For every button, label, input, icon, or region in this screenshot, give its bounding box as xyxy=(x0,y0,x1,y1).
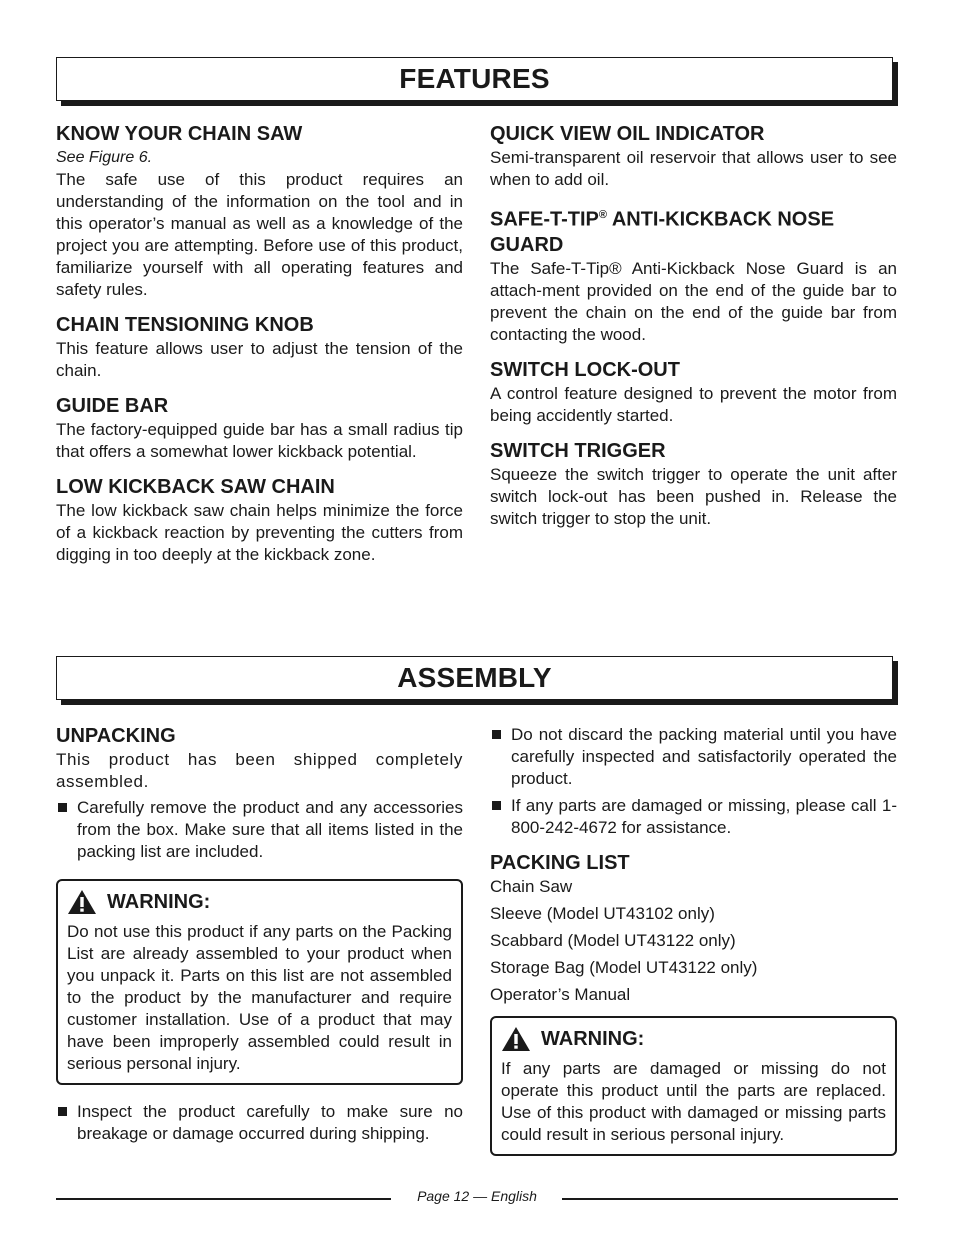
packing-list-item: Sleeve (Model UT43102 only) xyxy=(490,904,715,923)
warning-text: If any parts are damaged or missing do not operate this product until the parts are replaced. Use of this product with damaged or missing parts could result in serious personal injury. xyxy=(501,1059,886,1144)
heading-part: SAFE-T-TIP xyxy=(490,208,599,231)
bullet-text: If any parts are damaged or missing, please call 1-800-242-4672 for assistance. xyxy=(511,796,897,837)
section-know-your-chain-saw xyxy=(56,122,463,301)
page-footer xyxy=(56,1188,898,1206)
assembly-left-column xyxy=(56,724,463,1150)
unpacking-bullets xyxy=(56,797,463,863)
warning-header xyxy=(67,889,452,915)
list-item xyxy=(490,795,897,839)
assembly-title: ASSEMBLY xyxy=(397,662,552,693)
assembly-banner xyxy=(56,656,893,700)
section-body: Semi-transparent oil reservoir that allows user to see when to add oil. xyxy=(490,148,897,189)
section-heading: LOW KICKBACK SAW CHAIN xyxy=(56,476,335,498)
section-heading: CHAIN TENSIONING KNOB xyxy=(56,314,314,336)
packing-material-bullets xyxy=(490,724,897,839)
heading-part: ANTI-KICKBACK NOSE GUARD xyxy=(490,208,835,256)
warning-box-packing xyxy=(490,1016,897,1156)
section-body: The safe use of this product requires an understanding of the information on the tool and in this operator’s manual as well as a knowledge of the project you are attempting. Before use of this product, familiarize yourself with all operating features and safety rules. xyxy=(56,170,463,299)
list-item xyxy=(56,1101,463,1145)
warning-label: WARNING: xyxy=(107,890,211,913)
warning-text: Do not use this product if any parts on the Packing List are already assembled to your product when you unpack it. Parts on this list are not assembled to the product by the manufacturer and require customer installation. Use of a product that may have been improperly assembled could result in serious personal injury. xyxy=(67,922,452,1073)
warning-label: WARNING: xyxy=(541,1027,645,1050)
figure-reference: See Figure 6. xyxy=(56,149,153,166)
list-item xyxy=(490,724,897,790)
bullet-square-icon xyxy=(492,730,501,739)
section-body: The Safe-T-Tip® Anti-Kickback Nose Guard is an attach-ment provided on the end of the guide bar to prevent the chain on the end of the guide bar from contacting the wood. xyxy=(490,258,897,344)
section-switch-trigger xyxy=(490,439,897,530)
section-heading: KNOW YOUR CHAIN SAW xyxy=(56,123,303,145)
bullet-square-icon xyxy=(58,803,67,812)
packing-list-item: Storage Bag (Model UT43122 only) xyxy=(490,958,758,977)
registered-mark: ® xyxy=(598,209,607,221)
features-banner xyxy=(56,57,893,101)
packing-list-item: Operator’s Manual xyxy=(490,985,631,1004)
section-safe-t-tip xyxy=(490,203,897,346)
warning-box-unpacking xyxy=(56,879,463,1085)
packing-list xyxy=(490,876,897,1006)
section-heading: SWITCH TRIGGER xyxy=(490,439,666,462)
section-low-kickback-saw-chain xyxy=(56,475,463,566)
unpacking-intro: This product has been shipped completely assembled. xyxy=(56,750,463,791)
section-quick-view-oil-indicator xyxy=(490,122,897,191)
section-heading-packing-list: PACKING LIST xyxy=(490,852,630,874)
bullet-text: Do not discard the packing material until you have carefully inspected and satisfactorily operated the product. xyxy=(511,725,897,788)
section-switch-lock-out xyxy=(490,358,897,427)
section-chain-tensioning-knob xyxy=(56,313,463,382)
section-body: Squeeze the switch trigger to operate the unit after switch lock-out has been pushed in. Release the switch trigger to stop the unit. xyxy=(490,464,897,528)
bullet-square-icon xyxy=(58,1107,67,1116)
section-heading xyxy=(490,203,897,258)
unpacking-bullets-2 xyxy=(56,1101,463,1145)
bullet-text: Carefully remove the product and any accessories from the box. Make sure that all items listed in the packing list are included. xyxy=(77,798,463,861)
section-heading: SWITCH LOCK-OUT xyxy=(490,358,680,381)
warning-header xyxy=(501,1026,886,1052)
warning-triangle-icon xyxy=(67,889,97,915)
assembly-right-column xyxy=(490,724,897,1156)
packing-list-item: Scabbard (Model UT43122 only) xyxy=(490,931,736,950)
section-guide-bar xyxy=(56,394,463,463)
features-right-column xyxy=(490,122,897,542)
section-heading: GUIDE BAR xyxy=(56,395,169,417)
section-body: The factory-equipped guide bar has a small radius tip that offers a somewhat lower kickback potential. xyxy=(56,420,463,461)
section-body: A control feature designed to prevent the motor from being accidently started. xyxy=(490,383,897,425)
features-left-column xyxy=(56,122,463,578)
section-heading: QUICK VIEW OIL INDICATOR xyxy=(490,123,765,145)
section-body: The low kickback saw chain helps minimize the force of a kickback reaction by preventing the cutters from digging in too deeply at the kickback zone. xyxy=(56,501,463,564)
section-heading-unpacking: UNPACKING xyxy=(56,725,176,747)
section-body: This feature allows user to adjust the tension of the chain. xyxy=(56,339,463,380)
page-number: Page 12 — English xyxy=(417,1188,537,1204)
packing-list-item: Chain Saw xyxy=(490,877,573,896)
bullet-square-icon xyxy=(492,801,501,810)
list-item xyxy=(56,797,463,863)
warning-triangle-icon xyxy=(501,1026,531,1052)
bullet-text: Inspect the product carefully to make sure no breakage or damage occurred during shipping. xyxy=(77,1102,463,1143)
features-title: FEATURES xyxy=(399,63,550,94)
